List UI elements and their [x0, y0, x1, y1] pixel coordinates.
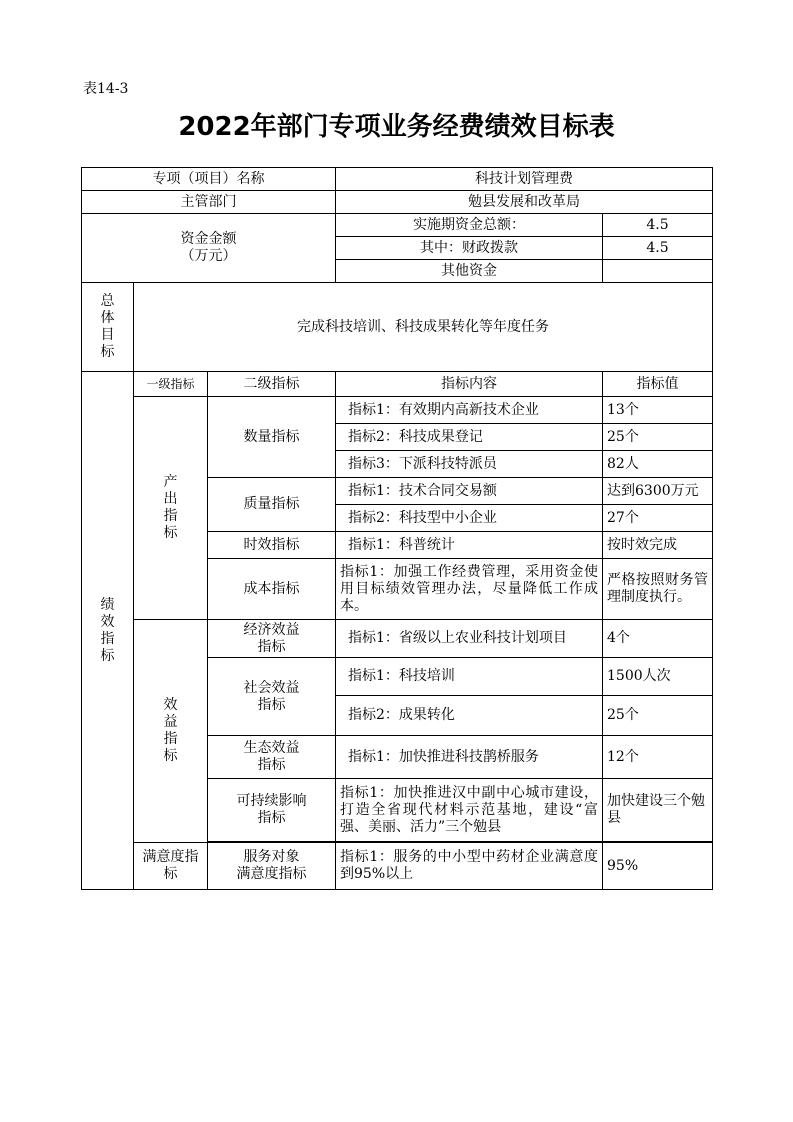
perf-label-char: 指: [100, 630, 115, 647]
economic-content: 指标1：省级以上农业科技计划项目: [336, 620, 603, 658]
cost-value: 严格按照财务管理制度执行。: [603, 559, 713, 620]
perf-label-char: 标: [100, 647, 115, 664]
funds-total-value: 4.5: [603, 214, 713, 237]
economic-label-line2: 指标: [257, 638, 286, 655]
service-label-line1: 服务对象: [243, 849, 300, 865]
funds-other-label: 其他资金: [336, 260, 603, 283]
funds-total-row: [82, 214, 713, 237]
goal-label-char: 标: [100, 344, 115, 360]
funds-total-label: 实施期资金总额：: [336, 214, 603, 237]
quality-content: 指标1：技术合同交易额: [336, 478, 603, 505]
perf-label: [82, 372, 134, 890]
timeliness-label: 时效指标: [208, 532, 336, 559]
quantity-value: 13个: [603, 397, 713, 424]
sustainable-label-line2: 指标: [257, 810, 286, 826]
goal-label: [82, 283, 134, 372]
cost-label: 成本指标: [208, 559, 336, 620]
quantity-content: 指标3：下派科技特派员: [336, 451, 603, 478]
goal-label-char: 总: [100, 293, 115, 309]
funds-other-value: [603, 260, 713, 283]
satisfaction-label: [134, 843, 208, 890]
goal-label-char: 体: [100, 310, 115, 326]
funds-label-line1: 资金金额: [180, 231, 237, 247]
benefit-label: [134, 620, 208, 843]
performance-table: [81, 167, 713, 890]
quantity-content: 指标1：有效期内高新技术企业: [336, 397, 603, 424]
funds-fiscal-value: 4.5: [603, 237, 713, 260]
social-content: 指标1：科技培训: [336, 658, 603, 696]
perf-label-char: 绩: [100, 596, 115, 613]
service-label-line2: 满意度指标: [236, 866, 307, 882]
page-title: 2022年部门专项业务经费绩效目标表: [178, 112, 615, 142]
benefit-label-char: 益: [163, 714, 178, 730]
service-label: [208, 843, 336, 890]
header-level2: 二级指标: [208, 372, 336, 397]
header-row: [82, 372, 713, 397]
quantity-label: 数量指标: [208, 397, 336, 478]
timeliness-content: 指标1：科普统计: [336, 532, 603, 559]
service-value: 95%: [603, 843, 713, 890]
table-reference: 表14-3: [83, 81, 129, 97]
quantity-row-1: [82, 397, 713, 424]
satisfaction-row: [82, 843, 713, 890]
social-label-line2: 指标: [257, 696, 286, 713]
benefit-label-char: 标: [163, 748, 178, 764]
satisfaction-label-line2: 标: [163, 866, 178, 882]
funds-label-line2: （万元）: [180, 248, 237, 264]
dept-value: 勉县发展和改革局: [336, 191, 713, 214]
cost-content: 指标1：加强工作经费管理，采用资金使用目标绩效管理办法，尽量降低工作成本。: [336, 559, 603, 620]
social-label-line1: 社会效益: [243, 679, 300, 696]
benefit-label-char: 效: [163, 697, 178, 713]
quantity-value: 82人: [603, 451, 713, 478]
funds-fiscal-label: 其中：财政拨款: [336, 237, 603, 260]
economic-row: [82, 620, 713, 658]
satisfaction-label-line1: 满意度指: [142, 849, 199, 865]
goal-label-char: 目: [100, 327, 115, 343]
sustainable-label: [208, 779, 336, 842]
social-label: [208, 658, 336, 736]
header-value: 指标值: [603, 372, 713, 397]
quantity-value: 25个: [603, 424, 713, 451]
timeliness-value: 按时效完成: [603, 532, 713, 559]
project-label: 专项（项目）名称: [82, 168, 336, 191]
quality-content: 指标2：科技型中小企业: [336, 505, 603, 532]
economic-value: 4个: [603, 620, 713, 658]
ecological-label-line2: 指标: [257, 757, 286, 773]
dept-row: [82, 191, 713, 214]
header-level1: 一级指标: [134, 372, 208, 397]
quality-value: 27个: [603, 505, 713, 532]
output-label-char: 指: [163, 508, 178, 524]
funds-label: [82, 214, 336, 283]
social-content: 指标2：成果转化: [336, 696, 603, 736]
ecological-content: 指标1：加快推进科技鹊桥服务: [336, 736, 603, 779]
perf-label-char: 效: [100, 613, 115, 630]
benefit-label-char: 指: [163, 731, 178, 747]
social-value: 1500人次: [603, 658, 713, 696]
output-label-char: 出: [163, 491, 178, 507]
project-row: [82, 168, 713, 191]
ecological-label-line1: 生态效益: [243, 740, 300, 756]
service-content: 指标1：服务的中小型中药材企业满意度到95%以上: [336, 843, 603, 890]
quantity-content: 指标2：科技成果登记: [336, 424, 603, 451]
header-content: 指标内容: [336, 372, 603, 397]
ecological-value: 12个: [603, 736, 713, 779]
output-label: [134, 397, 208, 620]
economic-label: [208, 620, 336, 658]
sustainable-value: 加快建设三个勉县: [603, 779, 713, 842]
sustainable-label-line1: 可持续影响: [236, 793, 307, 809]
economic-label-line1: 经济效益: [243, 621, 300, 638]
output-label-char: 标: [163, 525, 178, 541]
project-value: 科技计划管理费: [336, 168, 713, 191]
social-value: 25个: [603, 696, 713, 736]
goal-row: [82, 283, 713, 372]
goal-text: 完成科技培训、科技成果转化等年度任务: [134, 283, 713, 372]
output-label-char: 产: [163, 474, 178, 490]
quality-value: 达到6300万元: [603, 478, 713, 505]
dept-label: 主管部门: [82, 191, 336, 214]
ecological-label: [208, 736, 336, 779]
quality-label: 质量指标: [208, 478, 336, 532]
sustainable-content: 指标1：加快推进汉中副中心城市建设，打造全省现代材料示范基地，建设“富强、美丽、活力”三个勉县: [336, 779, 603, 842]
